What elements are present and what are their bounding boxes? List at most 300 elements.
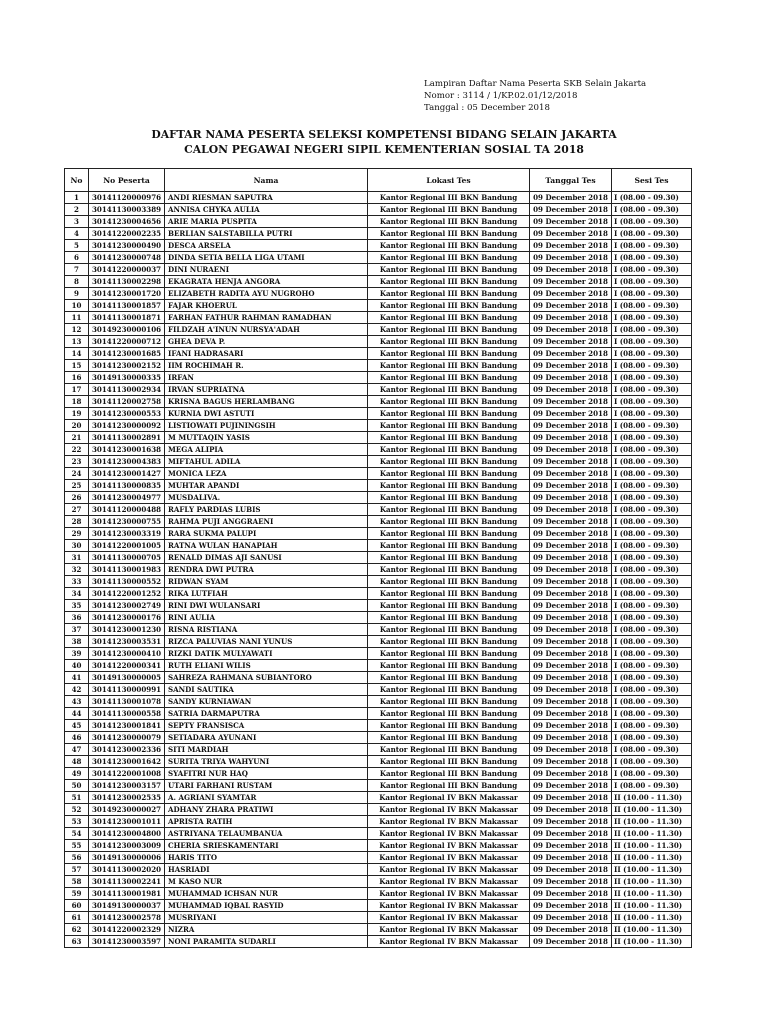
test-date: 09 December 2018 xyxy=(530,780,612,792)
test-session: II (10.00 - 11.30) xyxy=(612,840,692,852)
table-row xyxy=(65,648,692,660)
row-number: 33 xyxy=(65,576,89,588)
row-number: 39 xyxy=(65,648,89,660)
test-location: Kantor Regional III BKN Bandung xyxy=(368,264,530,276)
row-number: 23 xyxy=(65,456,89,468)
participant-number: 30141130002020 xyxy=(89,864,165,876)
test-session: I (08.00 - 09.30) xyxy=(612,420,692,432)
test-location: Kantor Regional IV BKN Makassar xyxy=(368,816,530,828)
table-row xyxy=(65,744,692,756)
participant-name: HASRIADI xyxy=(165,864,368,876)
row-number: 54 xyxy=(65,828,89,840)
row-number: 4 xyxy=(65,228,89,240)
test-location: Kantor Regional IV BKN Makassar xyxy=(368,828,530,840)
table-row xyxy=(65,732,692,744)
participant-number: 30141130001983 xyxy=(89,564,165,576)
test-location: Kantor Regional III BKN Bandung xyxy=(368,312,530,324)
test-session: I (08.00 - 09.30) xyxy=(612,708,692,720)
row-number: 58 xyxy=(65,876,89,888)
test-date: 09 December 2018 xyxy=(530,372,612,384)
test-session: I (08.00 - 09.30) xyxy=(612,756,692,768)
test-session: I (08.00 - 09.30) xyxy=(612,360,692,372)
test-date: 09 December 2018 xyxy=(530,384,612,396)
row-number: 56 xyxy=(65,852,89,864)
row-number: 24 xyxy=(65,468,89,480)
row-number: 10 xyxy=(65,300,89,312)
participant-name: UTARI FARHANI RUSTAM xyxy=(165,780,368,792)
table-row xyxy=(65,372,692,384)
row-number: 11 xyxy=(65,312,89,324)
participant-name: MEGA ALIPIA xyxy=(165,444,368,456)
test-session: I (08.00 - 09.30) xyxy=(612,324,692,336)
participant-number: 30141120000976 xyxy=(89,192,165,204)
participant-name: ARIE MARIA PUSPITA xyxy=(165,216,368,228)
test-date: 09 December 2018 xyxy=(530,756,612,768)
row-number: 20 xyxy=(65,420,89,432)
participant-number: 30141230000490 xyxy=(89,240,165,252)
test-location: Kantor Regional III BKN Bandung xyxy=(368,624,530,636)
test-session: I (08.00 - 09.30) xyxy=(612,276,692,288)
test-location: Kantor Regional III BKN Bandung xyxy=(368,744,530,756)
row-number: 7 xyxy=(65,264,89,276)
test-date: 09 December 2018 xyxy=(530,912,612,924)
test-date: 09 December 2018 xyxy=(530,768,612,780)
test-date: 09 December 2018 xyxy=(530,936,612,948)
participant-name: RENDRA DWI PUTRA xyxy=(165,564,368,576)
test-location: Kantor Regional III BKN Bandung xyxy=(368,372,530,384)
table-row xyxy=(65,312,692,324)
table-row xyxy=(65,444,692,456)
participant-number: 30141130001981 xyxy=(89,888,165,900)
test-date: 09 December 2018 xyxy=(530,888,612,900)
table-row xyxy=(65,672,692,684)
row-number: 8 xyxy=(65,276,89,288)
participant-number: 30141230000755 xyxy=(89,516,165,528)
test-location: Kantor Regional III BKN Bandung xyxy=(368,492,530,504)
participant-name: SITI MARDIAH xyxy=(165,744,368,756)
col-header-lokasi: Lokasi Tes xyxy=(368,169,530,192)
row-number: 13 xyxy=(65,336,89,348)
participant-name: RAHMA PUJI ANGGRAENI xyxy=(165,516,368,528)
table-row xyxy=(65,696,692,708)
test-location: Kantor Regional III BKN Bandung xyxy=(368,540,530,552)
table-row xyxy=(65,924,692,936)
participant-name: MONICA LEZA xyxy=(165,468,368,480)
test-date: 09 December 2018 xyxy=(530,408,612,420)
test-location: Kantor Regional III BKN Bandung xyxy=(368,768,530,780)
test-session: I (08.00 - 09.30) xyxy=(612,456,692,468)
table-row xyxy=(65,432,692,444)
participant-name: SANDI SAUTIKA xyxy=(165,684,368,696)
test-session: I (08.00 - 09.30) xyxy=(612,624,692,636)
row-number: 2 xyxy=(65,204,89,216)
table-row xyxy=(65,408,692,420)
test-session: I (08.00 - 09.30) xyxy=(612,588,692,600)
test-location: Kantor Regional IV BKN Makassar xyxy=(368,864,530,876)
test-date: 09 December 2018 xyxy=(530,576,612,588)
participant-name: IRFAN xyxy=(165,372,368,384)
participant-number: 30141230003009 xyxy=(89,840,165,852)
participant-number: 30141220002235 xyxy=(89,228,165,240)
test-session: II (10.00 - 11.30) xyxy=(612,924,692,936)
test-date: 09 December 2018 xyxy=(530,684,612,696)
test-date: 09 December 2018 xyxy=(530,552,612,564)
row-number: 14 xyxy=(65,348,89,360)
test-session: I (08.00 - 09.30) xyxy=(612,312,692,324)
test-session: II (10.00 - 11.30) xyxy=(612,912,692,924)
participant-number: 30141230003157 xyxy=(89,780,165,792)
test-location: Kantor Regional III BKN Bandung xyxy=(368,720,530,732)
participant-number: 30141230004656 xyxy=(89,216,165,228)
participant-name: HARIS TITO xyxy=(165,852,368,864)
row-number: 43 xyxy=(65,696,89,708)
table-row xyxy=(65,900,692,912)
test-location: Kantor Regional III BKN Bandung xyxy=(368,708,530,720)
test-location: Kantor Regional IV BKN Makassar xyxy=(368,900,530,912)
table-row xyxy=(65,264,692,276)
test-date: 09 December 2018 xyxy=(530,852,612,864)
participant-number: 30141120000488 xyxy=(89,504,165,516)
row-number: 57 xyxy=(65,864,89,876)
participant-number: 30141130001078 xyxy=(89,696,165,708)
test-location: Kantor Regional III BKN Bandung xyxy=(368,600,530,612)
table-row xyxy=(65,876,692,888)
test-date: 09 December 2018 xyxy=(530,192,612,204)
test-date: 09 December 2018 xyxy=(530,252,612,264)
participant-number: 30141230004977 xyxy=(89,492,165,504)
table-row xyxy=(65,348,692,360)
row-number: 61 xyxy=(65,912,89,924)
test-date: 09 December 2018 xyxy=(530,432,612,444)
participant-name: A. AGRIANI SYAMTAR xyxy=(165,792,368,804)
table-row xyxy=(65,588,692,600)
test-session: I (08.00 - 09.30) xyxy=(612,492,692,504)
participant-name: MUSDALIVA. xyxy=(165,492,368,504)
test-session: I (08.00 - 09.30) xyxy=(612,372,692,384)
participant-name: SATRIA DARMAPUTRA xyxy=(165,708,368,720)
table-row xyxy=(65,468,692,480)
participant-name: CHERIA SRIESKAMENTARI xyxy=(165,840,368,852)
participant-name: RINI DWI WULANSARI xyxy=(165,600,368,612)
test-location: Kantor Regional III BKN Bandung xyxy=(368,504,530,516)
participant-name: RISNA RISTIANA xyxy=(165,624,368,636)
table-row xyxy=(65,828,692,840)
test-location: Kantor Regional III BKN Bandung xyxy=(368,216,530,228)
attachment-number: Nomor : 3114 / 1/KP.02.01/12/2018 xyxy=(424,91,578,101)
table-row xyxy=(65,864,692,876)
table-row xyxy=(65,576,692,588)
table-row xyxy=(65,708,692,720)
test-session: I (08.00 - 09.30) xyxy=(612,684,692,696)
row-number: 29 xyxy=(65,528,89,540)
participant-name: SYAFITRI NUR HAQ xyxy=(165,768,368,780)
test-location: Kantor Regional IV BKN Makassar xyxy=(368,876,530,888)
participant-name: MUHAMMAD IQBAL RASYID xyxy=(165,900,368,912)
table-row xyxy=(65,624,692,636)
participant-number: 30141130000835 xyxy=(89,480,165,492)
test-session: I (08.00 - 09.30) xyxy=(612,468,692,480)
row-number: 38 xyxy=(65,636,89,648)
test-session: II (10.00 - 11.30) xyxy=(612,936,692,948)
test-session: I (08.00 - 09.30) xyxy=(612,528,692,540)
participant-number: 30149230000106 xyxy=(89,324,165,336)
test-session: I (08.00 - 09.30) xyxy=(612,300,692,312)
participant-name: RENALD DIMAS AJI SANUSI xyxy=(165,552,368,564)
test-date: 09 December 2018 xyxy=(530,240,612,252)
test-location: Kantor Regional III BKN Bandung xyxy=(368,588,530,600)
test-session: I (08.00 - 09.30) xyxy=(612,612,692,624)
participant-number: 30141230000410 xyxy=(89,648,165,660)
test-location: Kantor Regional IV BKN Makassar xyxy=(368,792,530,804)
participant-name: M KASO NUR xyxy=(165,876,368,888)
test-location: Kantor Regional III BKN Bandung xyxy=(368,648,530,660)
test-location: Kantor Regional III BKN Bandung xyxy=(368,228,530,240)
participant-number: 30141220000341 xyxy=(89,660,165,672)
test-location: Kantor Regional III BKN Bandung xyxy=(368,660,530,672)
table-row xyxy=(65,552,692,564)
participant-name: NONI PARAMITA SUDARLI xyxy=(165,936,368,948)
test-location: Kantor Regional IV BKN Makassar xyxy=(368,840,530,852)
table-row xyxy=(65,600,692,612)
test-location: Kantor Regional III BKN Bandung xyxy=(368,516,530,528)
test-session: I (08.00 - 09.30) xyxy=(612,660,692,672)
test-location: Kantor Regional IV BKN Makassar xyxy=(368,888,530,900)
test-location: Kantor Regional III BKN Bandung xyxy=(368,396,530,408)
table-row xyxy=(65,852,692,864)
test-session: I (08.00 - 09.30) xyxy=(612,204,692,216)
row-number: 34 xyxy=(65,588,89,600)
row-number: 25 xyxy=(65,480,89,492)
test-session: I (08.00 - 09.30) xyxy=(612,432,692,444)
test-location: Kantor Regional III BKN Bandung xyxy=(368,252,530,264)
test-session: I (08.00 - 09.30) xyxy=(612,672,692,684)
table-row xyxy=(65,756,692,768)
test-date: 09 December 2018 xyxy=(530,876,612,888)
test-date: 09 December 2018 xyxy=(530,588,612,600)
test-date: 09 December 2018 xyxy=(530,864,612,876)
participant-number: 30141220000037 xyxy=(89,264,165,276)
table-row xyxy=(65,504,692,516)
participant-number: 30149130000335 xyxy=(89,372,165,384)
participant-name: RIZCA PALUVIAS NANI YUNUS xyxy=(165,636,368,648)
row-number: 18 xyxy=(65,396,89,408)
participant-name: ANDI RIESMAN SAPUTRA xyxy=(165,192,368,204)
row-number: 60 xyxy=(65,900,89,912)
participant-name: ASTRIYANA TELAUMBANUA xyxy=(165,828,368,840)
table-row xyxy=(65,336,692,348)
test-date: 09 December 2018 xyxy=(530,840,612,852)
test-session: I (08.00 - 09.30) xyxy=(612,744,692,756)
test-date: 09 December 2018 xyxy=(530,300,612,312)
participant-name: FARHAN FATHUR RAHMAN RAMADHAN xyxy=(165,312,368,324)
test-date: 09 December 2018 xyxy=(530,816,612,828)
test-session: I (08.00 - 09.30) xyxy=(612,264,692,276)
participant-number: 30141220001008 xyxy=(89,768,165,780)
participant-name: MUSRIYANI xyxy=(165,912,368,924)
test-location: Kantor Regional III BKN Bandung xyxy=(368,324,530,336)
test-session: I (08.00 - 09.30) xyxy=(612,564,692,576)
participant-number: 30141230001642 xyxy=(89,756,165,768)
participant-name: RUTH ELIANI WILIS xyxy=(165,660,368,672)
row-number: 51 xyxy=(65,792,89,804)
row-number: 22 xyxy=(65,444,89,456)
participant-number: 30141220001005 xyxy=(89,540,165,552)
participant-name: GHEA DEVA P. xyxy=(165,336,368,348)
participant-number: 30149130000005 xyxy=(89,672,165,684)
col-header-nama: Nama xyxy=(165,169,368,192)
col-header-no-peserta: No Peserta xyxy=(89,169,165,192)
col-header-sesi: Sesi Tes xyxy=(612,169,692,192)
table-row xyxy=(65,456,692,468)
table-row xyxy=(65,636,692,648)
test-location: Kantor Regional III BKN Bandung xyxy=(368,468,530,480)
table-row xyxy=(65,396,692,408)
row-number: 6 xyxy=(65,252,89,264)
test-date: 09 December 2018 xyxy=(530,360,612,372)
participant-name: ANNISA CHYKA AULIA xyxy=(165,204,368,216)
test-location: Kantor Regional IV BKN Makassar xyxy=(368,924,530,936)
participant-number: 30141130000552 xyxy=(89,576,165,588)
test-date: 09 December 2018 xyxy=(530,612,612,624)
test-location: Kantor Regional IV BKN Makassar xyxy=(368,804,530,816)
test-session: I (08.00 - 09.30) xyxy=(612,552,692,564)
test-session: II (10.00 - 11.30) xyxy=(612,828,692,840)
attachment-date: Tanggal : 05 December 2018 xyxy=(424,103,550,113)
test-date: 09 December 2018 xyxy=(530,828,612,840)
participant-name: SETIADARA AYUNANI xyxy=(165,732,368,744)
test-location: Kantor Regional III BKN Bandung xyxy=(368,432,530,444)
table-row xyxy=(65,324,692,336)
row-number: 40 xyxy=(65,660,89,672)
attachment-line: Lampiran Daftar Nama Peserta SKB Selain Jakarta xyxy=(424,79,647,89)
row-number: 35 xyxy=(65,600,89,612)
participant-number: 30141130002891 xyxy=(89,432,165,444)
test-date: 09 December 2018 xyxy=(530,528,612,540)
table-row xyxy=(65,912,692,924)
test-session: I (08.00 - 09.30) xyxy=(612,696,692,708)
test-location: Kantor Regional III BKN Bandung xyxy=(368,612,530,624)
participant-name: RAFLY PARDIAS LUBIS xyxy=(165,504,368,516)
test-session: I (08.00 - 09.30) xyxy=(612,480,692,492)
participant-number: 30141130000558 xyxy=(89,708,165,720)
participant-name: RIZKI DATIK MULYAWATI xyxy=(165,648,368,660)
table-row xyxy=(65,360,692,372)
test-session: I (08.00 - 09.30) xyxy=(612,648,692,660)
participant-number: 30141130000991 xyxy=(89,684,165,696)
test-location: Kantor Regional III BKN Bandung xyxy=(368,348,530,360)
row-number: 49 xyxy=(65,768,89,780)
test-session: I (08.00 - 09.30) xyxy=(612,252,692,264)
test-session: I (08.00 - 09.30) xyxy=(612,288,692,300)
participant-name: DESCA ARSELA xyxy=(165,240,368,252)
test-session: I (08.00 - 09.30) xyxy=(612,600,692,612)
row-number: 62 xyxy=(65,924,89,936)
test-session: I (08.00 - 09.30) xyxy=(612,516,692,528)
table-row xyxy=(65,840,692,852)
test-session: I (08.00 - 09.30) xyxy=(612,540,692,552)
row-number: 3 xyxy=(65,216,89,228)
test-session: I (08.00 - 09.30) xyxy=(612,240,692,252)
table-row xyxy=(65,480,692,492)
participant-number: 30141230002152 xyxy=(89,360,165,372)
test-date: 09 December 2018 xyxy=(530,804,612,816)
table-row xyxy=(65,720,692,732)
row-number: 55 xyxy=(65,840,89,852)
participant-name: MUHTAR APANDI xyxy=(165,480,368,492)
participant-name: LISTIOWATI PUJININGSIH xyxy=(165,420,368,432)
test-session: II (10.00 - 11.30) xyxy=(612,888,692,900)
row-number: 52 xyxy=(65,804,89,816)
test-date: 09 December 2018 xyxy=(530,228,612,240)
test-session: I (08.00 - 09.30) xyxy=(612,576,692,588)
row-number: 16 xyxy=(65,372,89,384)
test-date: 09 December 2018 xyxy=(530,336,612,348)
table-row xyxy=(65,780,692,792)
participant-name: SANDY KURNIAWAN xyxy=(165,696,368,708)
participant-number: 30141230001638 xyxy=(89,444,165,456)
table-row xyxy=(65,888,692,900)
test-location: Kantor Regional III BKN Bandung xyxy=(368,528,530,540)
test-location: Kantor Regional III BKN Bandung xyxy=(368,336,530,348)
row-number: 28 xyxy=(65,516,89,528)
row-number: 31 xyxy=(65,552,89,564)
test-location: Kantor Regional III BKN Bandung xyxy=(368,480,530,492)
participant-name: FAJAR KHOERUL xyxy=(165,300,368,312)
table-row xyxy=(65,300,692,312)
document-title xyxy=(0,127,768,157)
participant-name: KURNIA DWI ASTUTI xyxy=(165,408,368,420)
participant-number: 30141220000712 xyxy=(89,336,165,348)
participant-number: 30141230004383 xyxy=(89,456,165,468)
test-date: 09 December 2018 xyxy=(530,396,612,408)
table-body xyxy=(65,192,692,948)
participant-name: BERLIAN SALSTABILLA PUTRI xyxy=(165,228,368,240)
test-date: 09 December 2018 xyxy=(530,216,612,228)
participant-name: MUHAMMAD ICHSAN NUR xyxy=(165,888,368,900)
test-session: I (08.00 - 09.30) xyxy=(612,732,692,744)
test-session: I (08.00 - 09.30) xyxy=(612,336,692,348)
test-session: I (08.00 - 09.30) xyxy=(612,348,692,360)
test-session: I (08.00 - 09.30) xyxy=(612,504,692,516)
test-date: 09 December 2018 xyxy=(530,264,612,276)
participant-name: IIM ROCHIMAH R. xyxy=(165,360,368,372)
participant-number: 30141230003597 xyxy=(89,936,165,948)
test-date: 09 December 2018 xyxy=(530,672,612,684)
test-location: Kantor Regional IV BKN Makassar xyxy=(368,912,530,924)
row-number: 44 xyxy=(65,708,89,720)
test-date: 09 December 2018 xyxy=(530,648,612,660)
table-header-row xyxy=(65,169,692,192)
row-number: 26 xyxy=(65,492,89,504)
row-number: 5 xyxy=(65,240,89,252)
participant-name: RATNA WULAN HANAPIAH xyxy=(165,540,368,552)
row-number: 12 xyxy=(65,324,89,336)
test-location: Kantor Regional III BKN Bandung xyxy=(368,636,530,648)
participant-name: IRVAN SUPRIATNA xyxy=(165,384,368,396)
participant-number: 30141220002329 xyxy=(89,924,165,936)
table-row xyxy=(65,384,692,396)
participant-name: SEPTY FRANSISCA xyxy=(165,720,368,732)
test-session: I (08.00 - 09.30) xyxy=(612,720,692,732)
table-row xyxy=(65,684,692,696)
table-row xyxy=(65,612,692,624)
participant-name: RIDWAN SYAM xyxy=(165,576,368,588)
participant-number: 30141230000079 xyxy=(89,732,165,744)
row-number: 36 xyxy=(65,612,89,624)
title-line-2: CALON PEGAWAI NEGERI SIPIL KEMENTERIAN SOSIAL TA 2018 xyxy=(184,143,584,156)
test-date: 09 December 2018 xyxy=(530,900,612,912)
test-date: 09 December 2018 xyxy=(530,420,612,432)
